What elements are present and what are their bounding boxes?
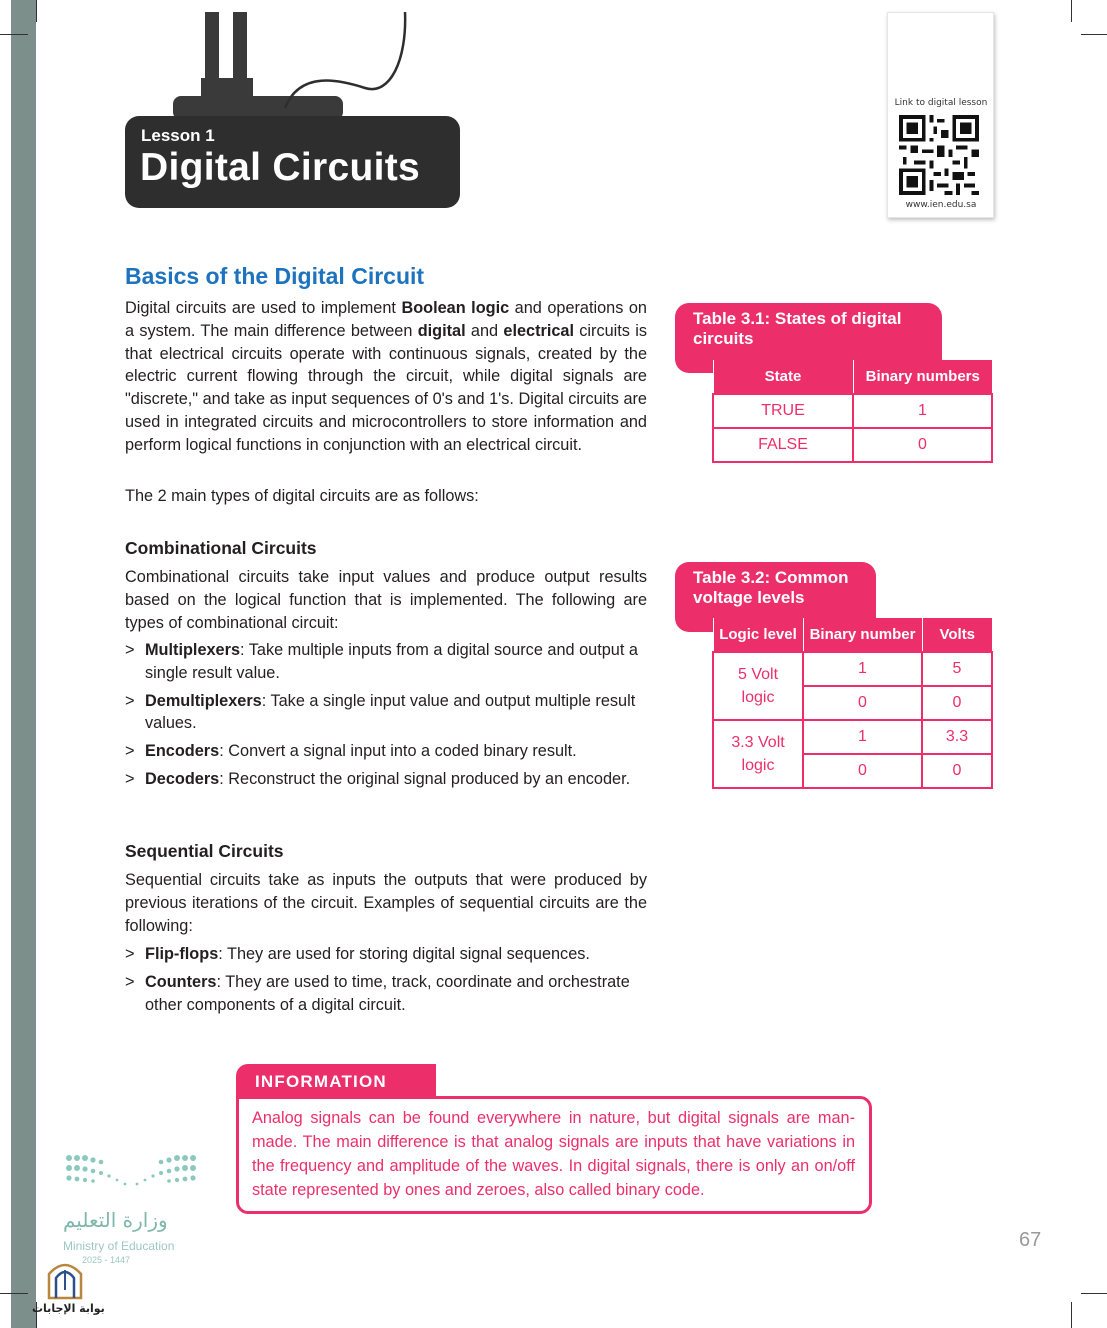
table1-header-binary: Binary numbers xyxy=(853,360,992,394)
table-row xyxy=(713,720,992,754)
crop-mark xyxy=(1081,1293,1107,1294)
chevron-right-icon: > xyxy=(125,769,135,788)
chevron-right-icon: > xyxy=(125,742,135,761)
info-tab-slant xyxy=(404,1064,438,1098)
ministry-name-arabic: وزارة التعليم xyxy=(63,1208,168,1232)
page-number: 67 xyxy=(1019,1229,1042,1251)
list-item: > Decoders: Reconstruct the original signal produced by an encoder. xyxy=(125,768,647,791)
info-title: INFORMATION xyxy=(236,1064,436,1098)
chevron-right-icon: > xyxy=(125,691,135,710)
list-item: > Multiplexers: Take multiple inputs from a digital source and output a single result value. xyxy=(125,641,638,682)
gate-label: بوابة الإجابات xyxy=(32,1302,105,1315)
table2 xyxy=(712,618,993,789)
sequential-heading: Sequential Circuits xyxy=(125,841,284,861)
lesson-number: Lesson 1 xyxy=(141,126,215,145)
table-cell: 3.3 xyxy=(922,720,992,754)
table1 xyxy=(712,360,993,463)
table2-header-binary: Binary number xyxy=(803,618,922,652)
types-intro: The 2 main types of digital circuits are as follows: xyxy=(125,487,479,505)
table-cell: 3.3 Volt logic xyxy=(713,720,803,788)
qr-code-icon[interactable] xyxy=(897,115,981,195)
table-row xyxy=(713,428,992,462)
table-cell: 0 xyxy=(853,428,992,462)
chevron-right-icon: > xyxy=(125,641,135,659)
list-item: > Counters: They are used to time, track, coordinate and orchestrate other components of a digital circuit. xyxy=(125,972,630,1014)
crop-mark xyxy=(1071,1302,1072,1328)
table-cell: 5 Volt logic xyxy=(713,652,803,720)
table-row xyxy=(713,394,992,428)
table-cell: 0 xyxy=(803,686,922,720)
table-cell: 0 xyxy=(922,754,992,788)
ministry-year: 2025 - 1447 xyxy=(82,1255,131,1265)
list-item: > Encoders: Convert a signal input into a coded binary result. xyxy=(125,740,647,763)
crop-mark xyxy=(0,1293,28,1294)
ministry-name-english: Ministry of Education xyxy=(63,1239,175,1253)
chevron-right-icon: > xyxy=(125,972,135,991)
combinational-text: Combinational circuits take input values and produce output results based on the logical function that is implemented. The following are types of combinational circuit: xyxy=(125,568,647,632)
gate-logo-icon xyxy=(45,1256,85,1300)
table-cell: 1 xyxy=(853,394,992,428)
table-cell: 0 xyxy=(803,754,922,788)
table-cell: 5 xyxy=(922,652,992,686)
table2-header-volts: Volts xyxy=(922,618,992,652)
table-cell: 1 xyxy=(803,652,922,686)
crop-mark xyxy=(0,34,28,35)
lesson-title: Digital Circuits xyxy=(140,146,421,189)
sequential-text: Sequential circuits take as inputs the outputs that were produced by previous iterations of the circuit. Examples of sequential circuits are the following: xyxy=(125,871,647,935)
combinational-heading: Combinational Circuits xyxy=(125,538,317,558)
table1-caption: Table 3.1: States of digital circuits xyxy=(675,303,942,373)
crop-mark xyxy=(36,0,37,22)
combinational-list xyxy=(125,639,647,796)
list-item: > Flip-flops: They are used for storing digital signal sequences. xyxy=(125,943,647,966)
ministry-logo-icon xyxy=(63,1150,199,1198)
table-cell: 0 xyxy=(922,686,992,720)
info-text: Analog signals can be found everywhere in nature, but digital signals are man-made. The main difference is that analog signals are inputs that have variations in the frequency and amplitude of the waves. In digital signals, there is only an on/off state represented by ones and zeroes, also called binary code. xyxy=(252,1109,855,1199)
table1-header-state: State xyxy=(713,360,853,394)
side-bar xyxy=(11,0,36,1328)
section-title: Basics of the Digital Circuit xyxy=(125,263,425,289)
table-cell: 1 xyxy=(803,720,922,754)
crop-mark xyxy=(1071,0,1072,22)
table-cell: TRUE xyxy=(713,394,853,428)
sequential-list xyxy=(125,943,647,1021)
crop-mark xyxy=(1081,34,1107,35)
table-cell: FALSE xyxy=(713,428,853,462)
chevron-right-icon: > xyxy=(125,945,135,963)
intro-paragraph: Digital circuits are used to implement Boolean logic and operations on a system. The main difference between digital and electrical circuits is that electrical circuits operate with continuous signals, created by the electric current flowing through the circuit, while digital signals are "discrete," and take as input sequences of 0's and 1's. Digital circuits are used in integrated circuits and microcontrollers to store information and perform logical functions in conjunction with an electrical circuit. xyxy=(125,299,647,454)
table-row xyxy=(713,652,992,686)
table2-header-level: Logic level xyxy=(713,618,803,652)
qr-url[interactable]: www.ien.edu.sa xyxy=(905,200,977,210)
table2-caption: Table 3.2: Common voltage levels xyxy=(675,562,876,632)
list-item: > Demultiplexers: Take a single input value and output multiple result values. xyxy=(125,691,636,733)
qr-label: Link to digital lesson xyxy=(894,98,988,108)
